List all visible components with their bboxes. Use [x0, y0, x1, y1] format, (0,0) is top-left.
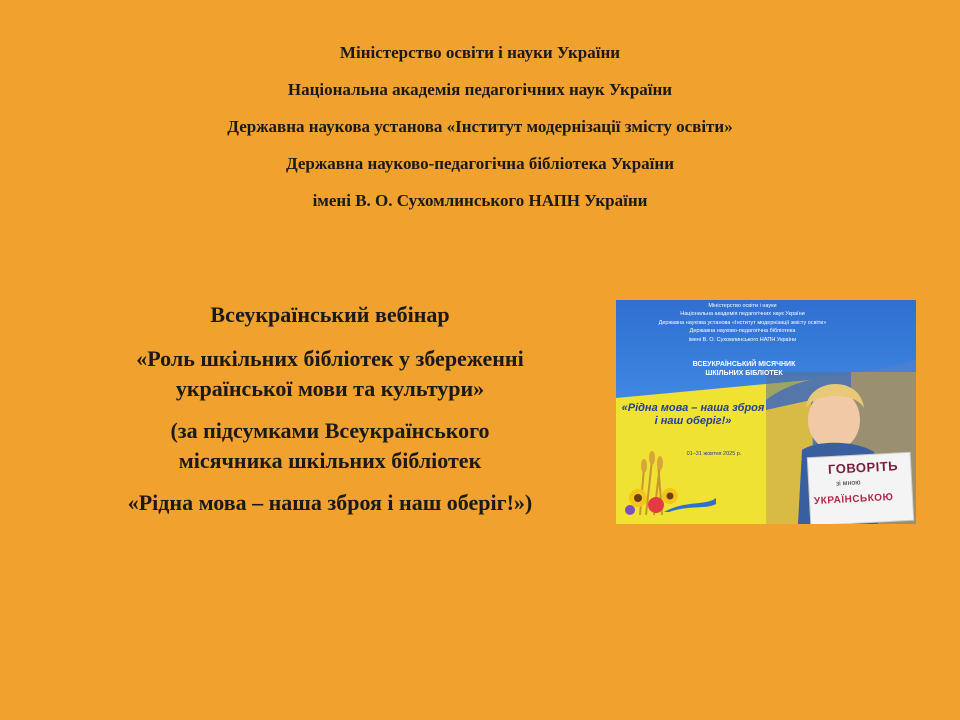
poster-header-line: Державна науково-педагогічна бібліотека [689, 328, 796, 335]
webinar-note-line: (за підсумками Всеукраїнського [170, 418, 490, 443]
sign-text-line: ГОВОРІТЬ [827, 458, 899, 477]
header-line: імені В. О. Сухомлинського НАПН України [312, 191, 648, 210]
poster-event-title-line: ШКІЛЬНИХ БІБЛІОТЕК [705, 370, 783, 377]
sign-text-line: зі мною [835, 479, 861, 488]
poster-header [620, 302, 865, 344]
poster-header-line: Міністерство освіти і науки [708, 303, 777, 309]
poster-header-line: Державна наукова установа «Інститут модернізації змісту освіти» [658, 319, 827, 326]
poster-header-line: імені В. О. Сухомлинського НАПН України [688, 336, 797, 343]
poster-event-title-line: ВСЕУКРАЇНСЬКИЙ МІСЯЧНИК [692, 361, 796, 368]
header-line: Міністерство освіти і науки України [339, 43, 621, 62]
poster-dates: 01–31 жовтня 2025 р. [686, 451, 742, 457]
webinar-slogan: «Рідна мова – наша зброя і наш оберіг!») [127, 490, 533, 515]
poster-header-line: Національна академія педагогічних наук України [680, 311, 805, 318]
webinar-title-line: «Роль шкільних бібліотек у збереженні [136, 346, 524, 371]
poster-slogan [618, 402, 768, 428]
header-line: Національна академія педагогічних наук України [287, 80, 673, 99]
webinar-info [40, 300, 620, 518]
webinar-title [40, 344, 620, 404]
webinar-title-line: української мови та культури» [175, 376, 485, 401]
header-line: Державна наукова установа «Інститут модернізації змісту освіти» [227, 117, 733, 136]
poster-slogan-line: і наш оберіг!» [654, 415, 732, 427]
webinar-note [40, 416, 620, 476]
webinar-note-line: місячника шкільних бібліотек [178, 448, 482, 473]
poster-event-title [644, 360, 844, 378]
header-line: Державна науково-педагогічна бібліотека України [285, 154, 674, 173]
organizations-header [0, 34, 960, 219]
sign-text-line: УКРАЇНСЬКОЮ [813, 491, 894, 508]
poster-slogan-line: «Рідна мова – наша зброя [621, 402, 765, 414]
webinar-type: Всеукраїнський вебінар [210, 302, 450, 327]
